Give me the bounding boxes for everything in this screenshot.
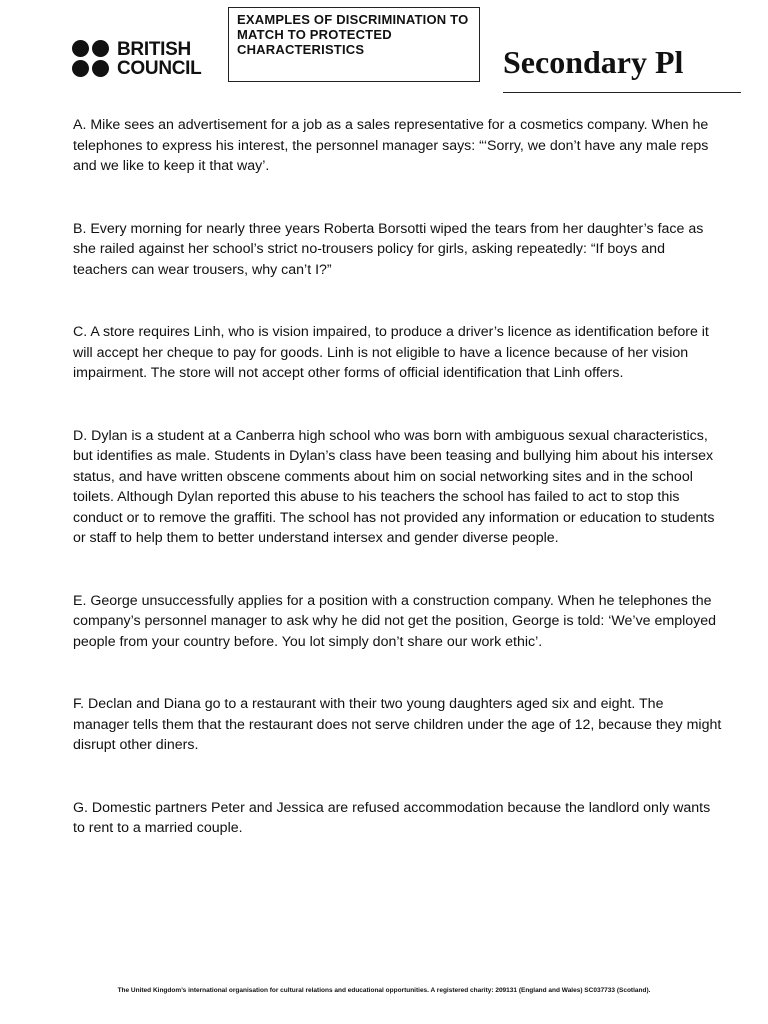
scenario-e: E. George unsuccessfully applies for a position with a construction company. When he telephones the company’s personnel manager to ask why he did not get the position, George is told: ‘We’ve employed people from your country before. You lot simply don’t share our work ethic’. [73,592,717,650]
scenario-a: A. Mike sees an advertisement for a job as a sales representative for a cosmetics company. When he telephones to express his interest, the personnel manager says: “‘Sorry, we don’t have any male reps and we like to keep it that way’. [73,117,709,174]
logo-line-2: COUNCIL [117,58,202,79]
secondary-title: Secondary Pl [503,44,684,80]
scenario-c: C. A store requires Linh, who is vision impaired, to produce a driver’s licence as identification before it will accept her cheque to pay for goods. Linh is not eligible to have a licence because of her vision impairment. The store will not accept other forms of official identification that Linh offers. [73,324,709,381]
footer-charity-note: The United Kingdom’s international organisation for cultural relations and educational opportunities. A registered charity: 209131 (England and Wales) SC037733 (Scotland). [117,987,651,994]
scenario-list [73,115,723,839]
worksheet-title-box: EXAMPLES OF DISCRIMINATION TO MATCH TO PROTECTED CHARACTERISTICS [228,7,480,82]
header-divider [503,92,741,93]
logo-wordmark [117,40,201,78]
british-council-logo [72,40,222,82]
scenario-d: D. Dylan is a student at a Canberra high school who was born with ambiguous sexual characteristics, but identifies as male. Students in Dylan’s class have been teasing and bullying him about his intersex status, and have written obscene comments about him on social networking sites and in the school toilets. Although Dylan reported this abuse to his teachers the school has failed to act to stop this conduct or to remove the graffiti. The school has not provided any information or education to students or staff to help them to better understand intersex and gender diverse people. [73,427,715,546]
logo-dots-icon [72,40,112,80]
scenario-b: B. Every morning for nearly three years Roberta Borsotti wiped the tears from her daughter’s face as she railed against her school’s strict no-trousers policy for girls, asking repeatedly: “If boys and teachers can wear trousers, why can’t I?” [73,220,704,278]
logo-line-1: BRITISH [117,39,191,60]
scenario-g: G. Domestic partners Peter and Jessica are refused accommodation because the landlord only wants to rent to a married couple. [73,799,711,836]
secondary-title-wrap [503,40,741,92]
scenario-f: F. Declan and Diana go to a restaurant with their two young daughters aged six and eight. The manager tells them that the restaurant does not serve children under the age of 12, because they might disrupt other diners. [73,696,722,753]
